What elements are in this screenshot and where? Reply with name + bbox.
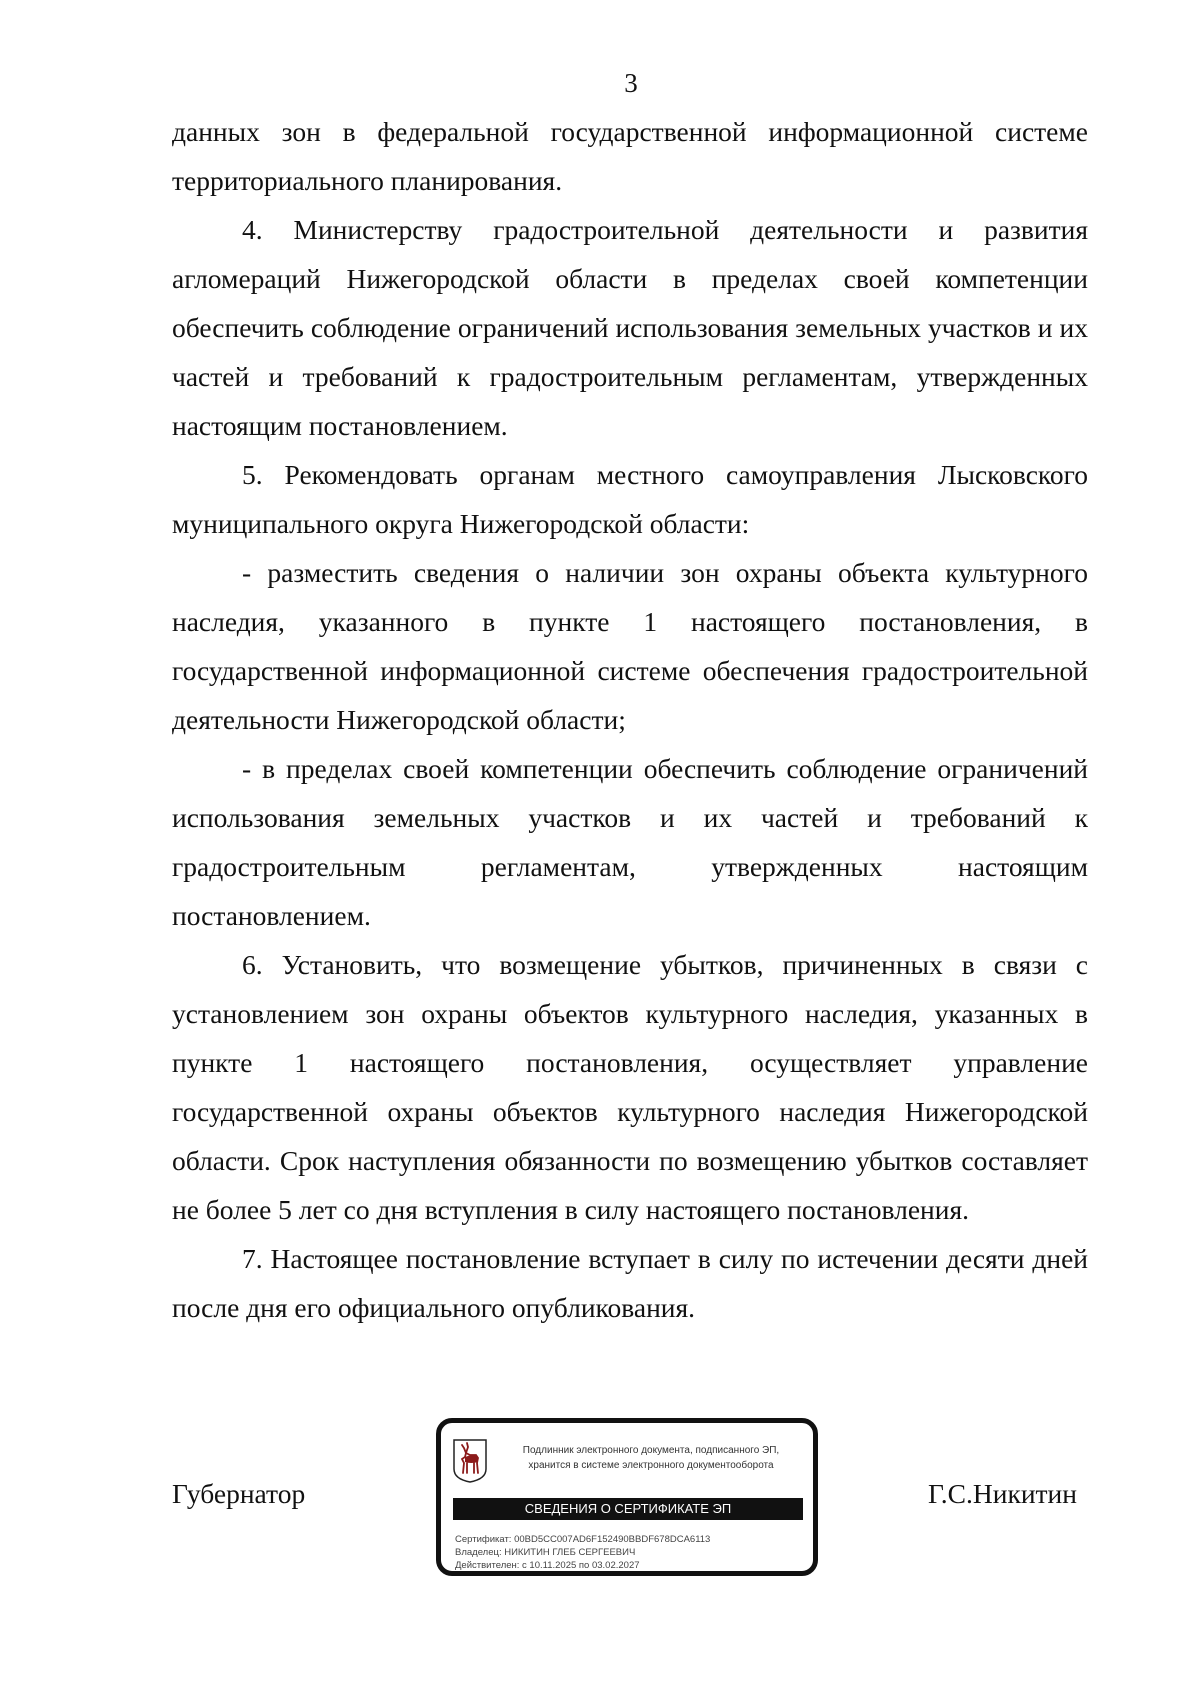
electronic-signature-stamp [436,1418,818,1576]
paragraph-subitem-2: - в пределах своей компетенции обеспечить соблюдение ограничений использования земельных участков и их частей и требований к градостроительным регламентам, утвержденных настоящим постановлением. [172,753,1088,931]
stamp-certificate: Сертификат: 00BD5CC007AD6F152490BBDF678DCA6113 [455,1534,711,1545]
stamp-header-line-1: Подлинник электронного документа, подписанного ЭП, [522,1445,780,1456]
document-body [172,107,1088,1332]
paragraph-item-7: 7. Настоящее постановление вступает в силу по истечении десяти дней после дня его официального опубликования. [172,1243,1088,1323]
paragraph-item-4: 4. Министерству градостроительной деятельности и развития агломераций Нижегородской области в пределах своей компетенции обеспечить соблюдение ограничений использования земельных участков и их частей и требований к градостроительным регламентам, утвержденных настоящим постановлением. [172,214,1088,441]
stamp-details [455,1533,710,1572]
paragraph-item-5: 5. Рекомендовать органам местного самоуправления Лысковского муниципального округа Нижегородской области: [172,459,1088,539]
stamp-header-line-2: хранится в системе электронного документооборота [528,1460,774,1471]
stamp-title-bar: СВЕДЕНИЯ О СЕРТИФИКАТЕ ЭП [453,1498,803,1520]
signatory-name: Г.С.Никитин [928,1478,1077,1509]
paragraph-continuation: данных зон в федеральной государственной информационной системе территориального планирования. [172,116,1088,196]
stamp-owner: Владелец: НИКИТИН ГЛЕБ СЕРГЕЕВИЧ [455,1547,636,1558]
signatory-position: Губернатор [172,1478,306,1509]
page-number: 3 [624,68,638,98]
deer-emblem-icon [453,1439,487,1483]
paragraph-item-6: 6. Установить, что возмещение убытков, причиненных в связи с установлением зон охраны объектов культурного наследия, указанных в пункте 1 настоящего постановления, осуществляет управление государственной охраны объектов культурного наследия Нижегородской области. Срок наступления обязанности по возмещению убытков составляет не более 5 лет со дня вступления в силу настоящего постановления. [172,949,1088,1225]
stamp-header [501,1443,801,1473]
paragraph-subitem-1: - разместить сведения о наличии зон охраны объекта культурного наследия, указанного в пункте 1 настоящего постановления, в государственной информационной системе обеспечения градостроительной деятельности Нижегородской области; [172,557,1088,735]
stamp-validity: Действителен: с 10.11.2025 по 03.02.2027 [455,1560,640,1571]
